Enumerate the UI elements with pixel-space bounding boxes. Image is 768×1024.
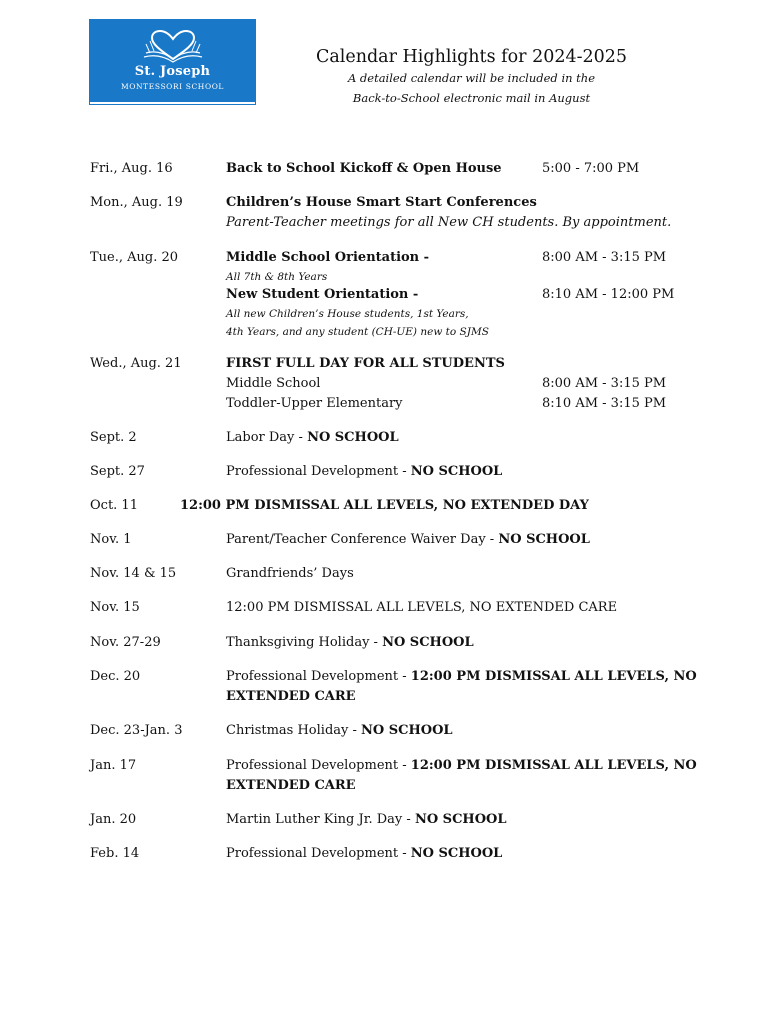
event-title: New Student Orientation -	[226, 287, 419, 302]
page-subtitle-line-2: Back-to-School electronic mail in August	[352, 91, 591, 105]
event-text: Parent/Teacher Conference Waiver Day -	[226, 532, 499, 547]
event-description	[226, 667, 697, 687]
event-note: All new Children’s House students, 1st Years,	[226, 308, 469, 320]
event-title: FIRST FULL DAY FOR ALL STUDENTS	[226, 356, 505, 371]
event-text: Professional Development -	[226, 464, 411, 479]
event-text: Grandfriends’ Days	[226, 566, 354, 581]
event-description	[226, 428, 399, 448]
event-subrow: Toddler-Upper Elementary	[226, 396, 403, 411]
event-date: Nov. 1	[90, 532, 132, 547]
event-description	[226, 462, 502, 482]
event-date: Oct. 11	[90, 498, 138, 513]
event-date: Nov. 15	[90, 600, 140, 615]
event-date: Fri., Aug. 16	[90, 161, 173, 176]
event-date: Nov. 14 & 15	[90, 566, 177, 581]
event-text: 12:00 PM DISMISSAL ALL LEVELS, NO EXTENDED CARE	[226, 600, 618, 615]
event-text: Christmas Holiday -	[226, 723, 362, 738]
event-time: 8:10 AM - 12:00 PM	[542, 287, 675, 302]
event-text: Thanksgiving Holiday -	[226, 635, 383, 650]
event-text: Professional Development -	[226, 669, 411, 684]
event-title: Middle School Orientation -	[226, 250, 430, 265]
event-date: Wed., Aug. 21	[90, 356, 182, 371]
event-description	[226, 633, 474, 653]
event-emphasis: EXTENDED CARE	[226, 689, 356, 704]
event-date: Dec. 23-Jan. 3	[90, 723, 183, 738]
event-emphasis: NO SCHOOL	[498, 532, 590, 547]
logo-school-subtitle: MONTESSORI SCHOOL	[120, 82, 225, 91]
logo-school-name: St. Joseph	[134, 64, 211, 79]
event-date: Dec. 20	[90, 669, 141, 684]
event-description	[226, 844, 502, 864]
event-description	[226, 721, 453, 741]
page-subtitle-line-1: A detailed calendar will be included in the	[347, 71, 596, 85]
event-title: Back to School Kickoff & Open House	[226, 161, 502, 176]
event-date: Sept. 2	[90, 430, 137, 445]
event-date: Feb. 14	[90, 846, 140, 861]
document-header	[300, 46, 643, 108]
event-note: Parent-Teacher meetings for all New CH students. By appointment.	[226, 215, 672, 230]
event-emphasis: NO SCHOOL	[307, 430, 399, 445]
page-title: Calendar Highlights for 2024-2025	[315, 47, 628, 67]
event-emphasis: EXTENDED CARE	[226, 778, 356, 793]
event-emphasis: NO SCHOOL	[382, 635, 474, 650]
event-date: Nov. 27-29	[90, 635, 161, 650]
event-title: Children’s House Smart Start Conferences	[226, 195, 537, 210]
event-time: 8:10 AM - 3:15 PM	[542, 396, 667, 411]
event-time: 5:00 - 7:00 PM	[542, 161, 640, 176]
event-emphasis: 12:00 PM DISMISSAL ALL LEVELS, NO	[410, 758, 697, 773]
event-subrow: Middle School	[226, 376, 321, 391]
event-emphasis: NO SCHOOL	[414, 812, 507, 827]
event-note: All 7th & 8th Years	[226, 271, 328, 283]
school-logo	[90, 20, 255, 104]
event-description	[226, 756, 697, 776]
event-note: 4th Years, and any student (CH-UE) new to SJMS	[226, 326, 489, 338]
event-emphasis: 12:00 PM DISMISSAL ALL LEVELS, NO	[410, 669, 697, 684]
event-date: Sept. 27	[90, 464, 145, 479]
event-time: 8:00 AM - 3:15 PM	[542, 250, 667, 265]
event-text: Professional Development -	[226, 846, 411, 861]
event-time: 8:00 AM - 3:15 PM	[542, 376, 667, 391]
event-emphasis: NO SCHOOL	[410, 464, 503, 479]
event-date: Tue., Aug. 20	[90, 250, 179, 265]
event-text: Professional Development -	[226, 758, 411, 773]
event-emphasis: NO SCHOOL	[410, 846, 503, 861]
event-date: Jan. 20	[90, 812, 137, 827]
event-text: Martin Luther King Jr. Day -	[226, 812, 415, 827]
event-text: Labor Day -	[226, 430, 308, 445]
event-emphasis: NO SCHOOL	[361, 723, 453, 738]
heart-book-icon	[142, 29, 204, 63]
event-description	[226, 530, 590, 550]
event-emphasis: 12:00 PM DISMISSAL ALL LEVELS, NO EXTENDED DAY	[180, 498, 589, 513]
event-date: Jan. 17	[90, 758, 137, 773]
event-date: Mon., Aug. 19	[90, 195, 183, 210]
event-description	[226, 810, 507, 830]
